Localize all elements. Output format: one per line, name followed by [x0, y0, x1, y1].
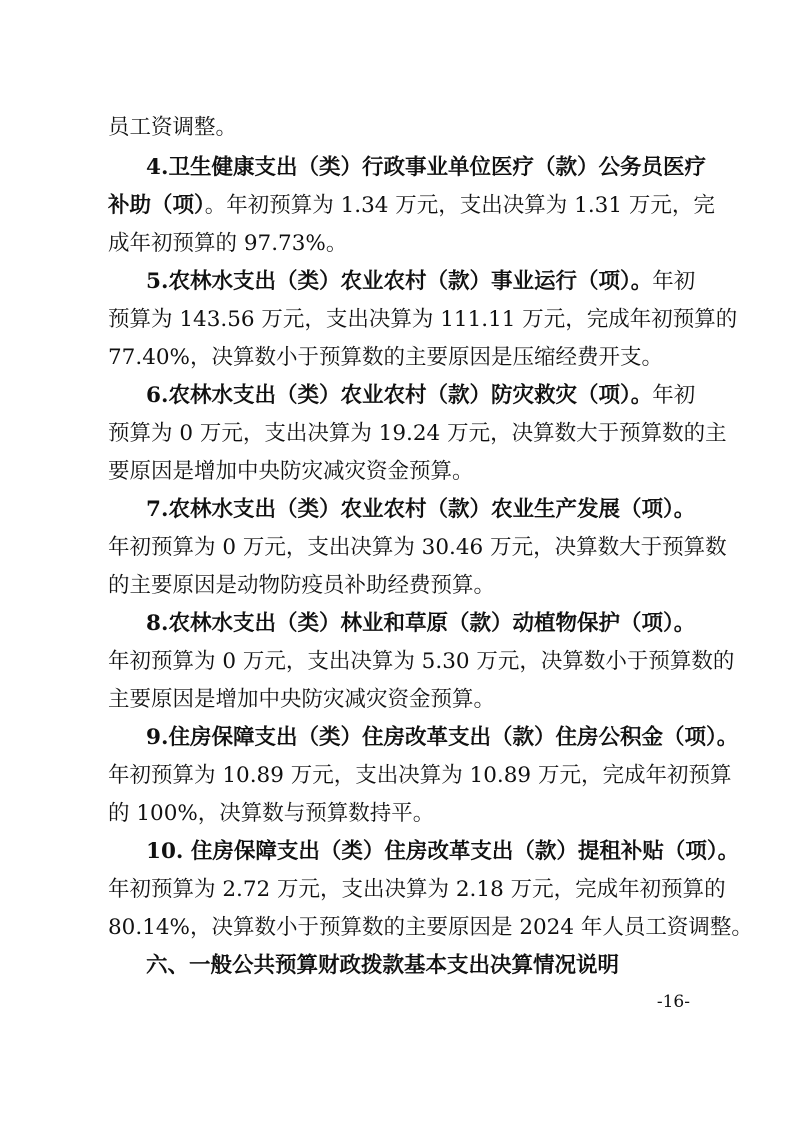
paragraph-line: 的主要原因是动物防疫员补助经费预算。 [108, 573, 496, 598]
paragraph-line: 预算为 143.56 万元，支出决算为 111.11 万元，完成年初预算的 [108, 307, 738, 332]
paragraph-line: 要原因是增加中央防灾减灾资金预算。 [108, 459, 474, 484]
item-8-heading: 8.农林水支出（类）林业和草原（款）动植物保护（项）。 [146, 611, 696, 636]
paragraph-line: 的 100%，决算数与预算数持平。 [108, 801, 435, 826]
item-10-heading: 10. 住房保障支出（类）住房改革支出（款）提租补贴（项）。 [146, 839, 740, 864]
paragraph-line: 年初预算为 2.72 万元，支出决算为 2.18 万元，完成年初预算的 [108, 877, 726, 902]
paragraph-line: 年初预算为 0 万元，支出决算为 30.46 万元，决算数大于预算数 [108, 535, 727, 560]
paragraph-line: 77.40%，决算数小于预算数的主要原因是压缩经费开支。 [108, 345, 663, 370]
paragraph-line: 预算为 0 万元，支出决算为 19.24 万元，决算数大于预算数的主 [108, 421, 727, 446]
paragraph-line: 年初预算为 10.89 万元，支出决算为 10.89 万元，完成年初预算 [108, 763, 732, 788]
item-5-heading: 5.农林水支出（类）农业农村（款）事业运行（项）。年初 [146, 269, 696, 294]
item-9-heading: 9.住房保障支出（类）住房改革支出（款）住房公积金（项）。 [146, 725, 739, 750]
paragraph-line: 补助（项）。年初预算为 1.34 万元，支出决算为 1.31 万元，完 [108, 193, 715, 218]
paragraph-line: 主要原因是增加中央防灾减灾资金预算。 [108, 687, 496, 712]
item-4-heading: 4.卫生健康支出（类）行政事业单位医疗（款）公务员医疗 [146, 155, 706, 180]
section-heading: 六、一般公共预算财政拨款基本支出决算情况说明 [146, 953, 620, 978]
page-number: -16- [656, 992, 690, 1012]
paragraph-line: 员工资调整。 [108, 115, 238, 140]
paragraph-line: 成年初预算的 97.73%。 [108, 231, 348, 256]
paragraph-line: 80.14%，决算数小于预算数的主要原因是 2024 年人员工资调整。 [108, 915, 753, 940]
paragraph-line: 年初预算为 0 万元，支出决算为 5.30 万元，决算数小于预算数的 [108, 649, 735, 674]
item-7-heading: 7.农林水支出（类）农业农村（款）农业生产发展（项）。 [146, 497, 696, 522]
item-6-heading: 6.农林水支出（类）农业农村（款）防灾救灾（项）。年初 [146, 383, 696, 408]
